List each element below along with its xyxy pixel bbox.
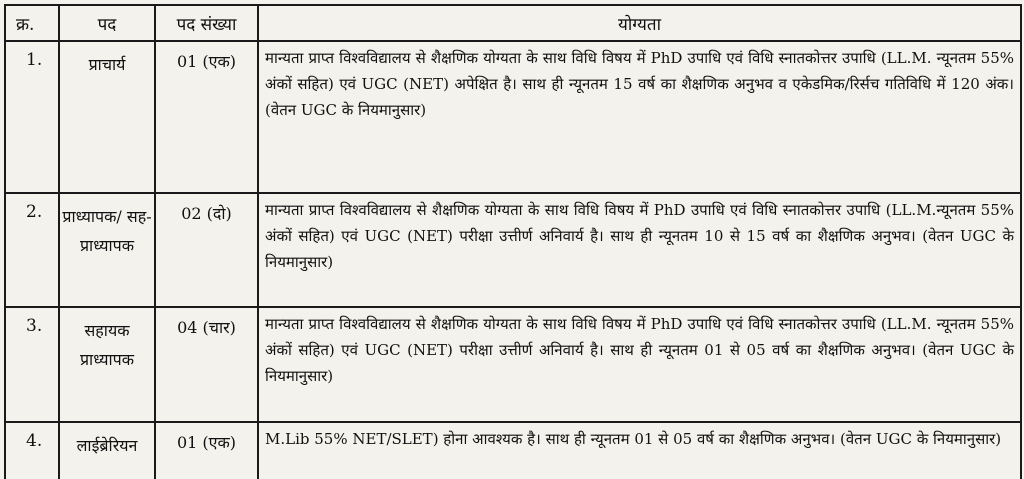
row-sno: 1. [5, 41, 59, 193]
row-count: 01 (एक) [155, 41, 258, 193]
header-count: पद संख्या [155, 5, 258, 41]
header-post: पद [59, 5, 155, 41]
row-sno: 4. [5, 422, 59, 479]
table-row [5, 193, 1021, 307]
row-qualification: मान्यता प्राप्त विश्वविद्यालय से शैक्षणिक योग्यता के साथ विधि विषय में PhD उपाधि एवं विधि स्नातकोत्तर उपाधि (LL.M. न्यूनतम 55% अंकों सहित) एवं UGC (NET) परीक्षा उत्तीर्ण अनिवार्य है। साथ ही न्यूनतम 01 से 05 वर्ष का शैक्षणिक अनुभव। (वेतन UGC के नियमानुसार) [258, 307, 1021, 422]
header-qualification: योग्यता [258, 5, 1021, 41]
recruitment-table [4, 4, 1022, 479]
header-sno: क्र. [5, 5, 59, 41]
row-sno: 3. [5, 307, 59, 422]
row-count: 01 (एक) [155, 422, 258, 479]
row-count: 04 (चार) [155, 307, 258, 422]
row-post: सहायक प्राध्यापक [59, 307, 155, 422]
row-post: लाईब्रेरियन [59, 422, 155, 479]
table-row [5, 422, 1021, 479]
header-row [5, 5, 1021, 41]
table-row [5, 307, 1021, 422]
row-post: प्राचार्य [59, 41, 155, 193]
row-qualification: मान्यता प्राप्त विश्वविद्यालय से शैक्षणिक योग्यता के साथ विधि विषय में PhD उपाधि एवं विधि स्नातकोत्तर उपाधि (LL.M.न्यूनतम 55% अंकों सहित) एवं UGC (NET) परीक्षा उत्तीर्ण अनिवार्य है। साथ ही न्यूनतम 10 से 15 वर्ष का शैक्षणिक अनुभव। (वेतन UGC के नियमानुसार) [258, 193, 1021, 307]
table-row [5, 41, 1021, 193]
row-count: 02 (दो) [155, 193, 258, 307]
row-sno: 2. [5, 193, 59, 307]
row-qualification: M.Lib 55% NET/SLET) होना आवश्यक है। साथ ही न्यूनतम 01 से 05 वर्ष का शैक्षणिक अनुभव। (वेतन UGC के नियमानुसार) [258, 422, 1021, 479]
table-header [5, 5, 1021, 41]
row-qualification: मान्यता प्राप्त विश्वविद्यालय से शैक्षणिक योग्यता के साथ विधि विषय में PhD उपाधि एवं विधि स्नातकोत्तर उपाधि (LL.M. न्यूनतम 55% अंकों सहित) एवं UGC (NET) अपेक्षित है। साथ ही न्यूनतम 15 वर्ष का शैक्षणिक अनुभव व एकेडमिक/रिर्सच गतिविधि में 120 अंक। (वेतन UGC के नियमानुसार) [258, 41, 1021, 193]
table-body [5, 41, 1021, 479]
row-post: प्राध्यापक/ सह-प्राध्यापक [59, 193, 155, 307]
